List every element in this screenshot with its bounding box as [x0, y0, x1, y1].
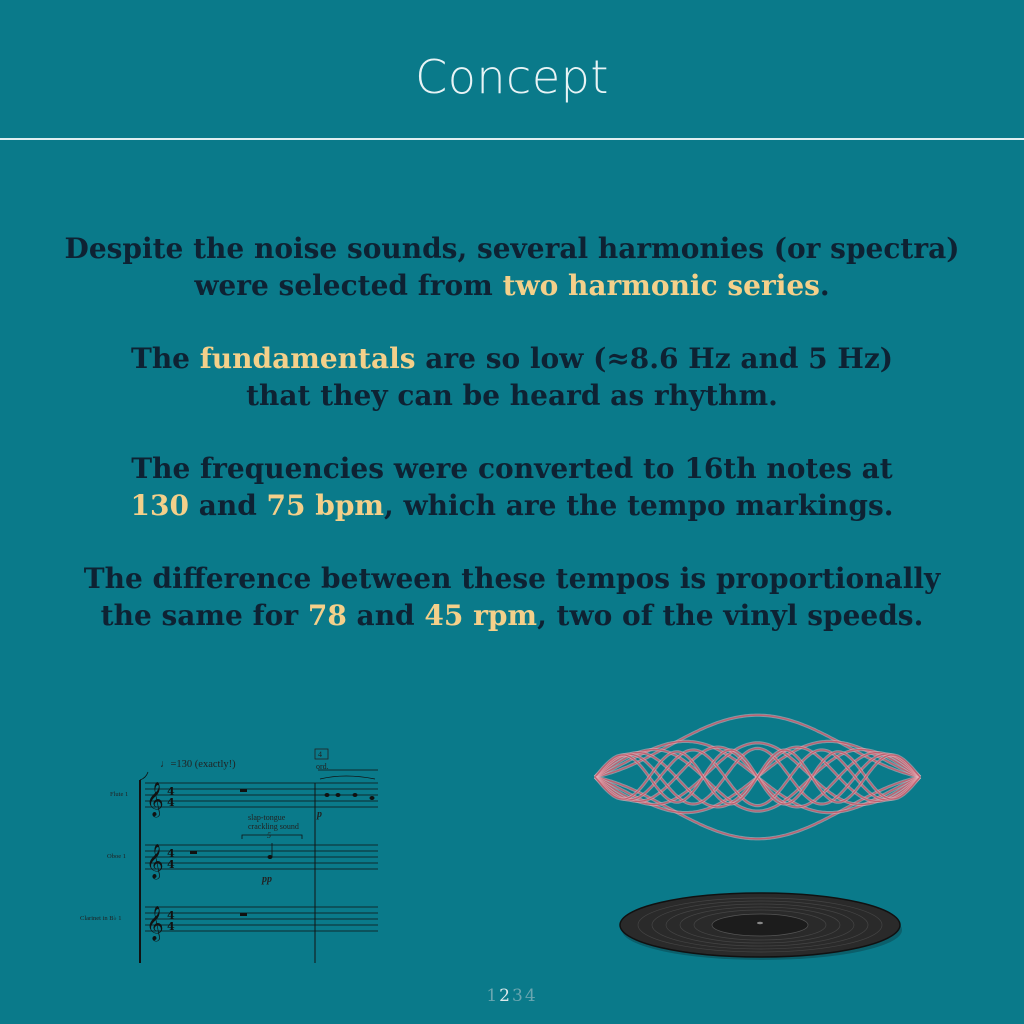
svg-text:4: 4 [167, 847, 175, 860]
instrument-label: Oboe 1 [107, 853, 126, 860]
body-text: The [130, 342, 200, 375]
page-number-link[interactable]: 3 [512, 986, 525, 1006]
paragraph-line [40, 267, 984, 304]
technique-label: slap-tongue [248, 813, 286, 822]
technique-label: crackling sound [248, 822, 299, 831]
body-text: The frequencies were converted to 16th notes at [131, 452, 893, 485]
svg-text:4: 4 [167, 785, 175, 798]
body-text: are so low (≈8.6 Hz and 5 Hz) [415, 342, 894, 375]
body-text: and [188, 489, 267, 522]
body-text: Despite the noise sounds, several harmonies (or spectra) [64, 232, 960, 265]
highlight-text: 75 bpm [266, 489, 385, 522]
highlight-text: 78 [307, 599, 347, 632]
paragraph-line [40, 560, 984, 597]
paragraph-line [40, 377, 984, 414]
ord-marking: ord. [316, 762, 329, 771]
oboe-staff [145, 845, 378, 869]
paragraph-line [40, 597, 984, 634]
paragraph-line [40, 487, 984, 524]
body-text: . [819, 269, 830, 302]
highlight-text: 45 rpm [424, 599, 538, 632]
dynamic-marking: pp [262, 874, 272, 885]
header [0, 0, 1024, 140]
page-number-link[interactable]: 2 [499, 986, 512, 1006]
page-number-link[interactable]: 1 [486, 986, 500, 1006]
concept-paragraph [40, 340, 984, 414]
highlight-text: fundamentals [199, 342, 416, 375]
musical-score-image [70, 745, 390, 970]
highlight-text: two harmonic series [502, 269, 820, 302]
body-text: were selected from [194, 269, 503, 302]
tuplet-number: 5 [267, 831, 271, 840]
instrument-label: Clarinet in B♭ 1 [80, 915, 122, 922]
dynamic-marking: p [317, 809, 322, 820]
svg-text:4: 4 [167, 796, 175, 809]
paragraph-line [40, 340, 984, 377]
body-text: that they can be heard as rhythm. [246, 379, 778, 412]
highlight-text: 130 [130, 489, 189, 522]
page-number-link[interactable]: 4 [524, 986, 538, 1006]
clarinet-staff [145, 907, 378, 931]
body-text: the same for [100, 599, 308, 632]
body-text: , which are the tempo markings. [384, 489, 894, 522]
body-text: The difference between these tempos is proportionally [83, 562, 941, 595]
paragraph-line [40, 450, 984, 487]
rehearsal-mark: 4 [318, 750, 322, 759]
paragraph-line [40, 230, 984, 267]
instrument-label: Flute 1 [110, 791, 129, 798]
concept-text [40, 230, 984, 670]
body-text: , two of the vinyl speeds. [537, 599, 924, 632]
treble-clef-icon: 𝄞 [146, 906, 164, 941]
page-title: Concept [415, 50, 609, 104]
treble-clef-icon: 𝄞 [146, 844, 164, 879]
vinyl-record-icon [620, 893, 902, 960]
svg-text:4: 4 [167, 858, 175, 871]
page-indicator [0, 986, 1024, 1006]
concept-paragraph [40, 450, 984, 524]
harmonic-waves-vinyl-illustration [585, 705, 935, 965]
concept-paragraph [40, 560, 984, 634]
treble-clef-icon: 𝄞 [146, 782, 164, 817]
tempo-marking: ♩=130 (exactly!) [160, 759, 236, 770]
harmonic-waves [595, 715, 920, 839]
title-divider [0, 138, 1024, 140]
svg-text:4: 4 [167, 909, 175, 922]
svg-text:4: 4 [167, 920, 175, 933]
body-text: and [346, 599, 425, 632]
concept-paragraph [40, 230, 984, 304]
flute-staff [145, 783, 378, 807]
